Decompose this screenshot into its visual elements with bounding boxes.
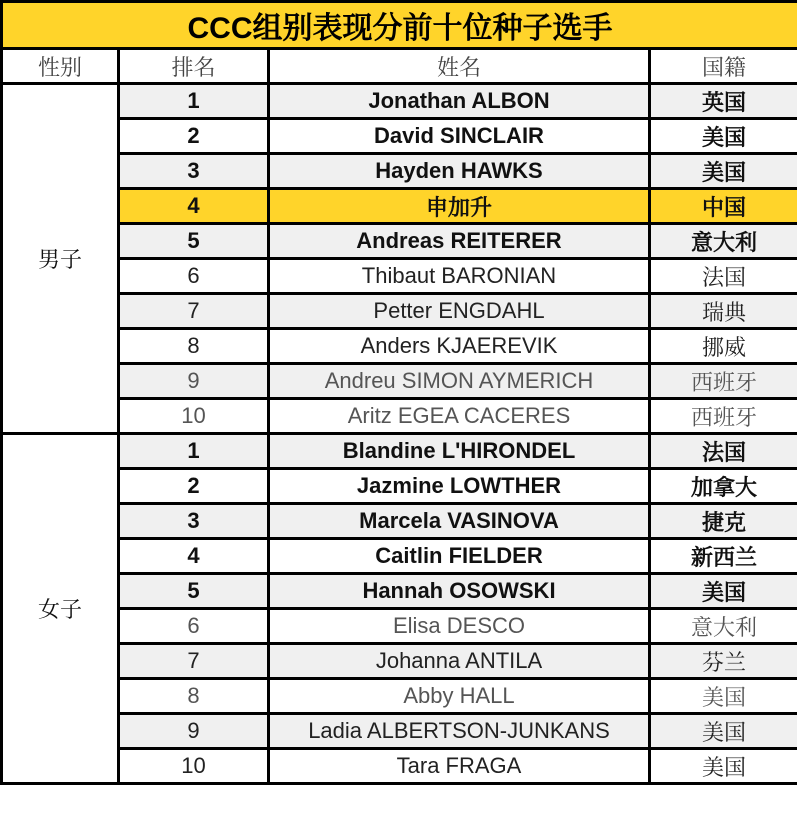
rank-cell: 9 (119, 364, 269, 399)
table-title: CCC组别表现分前十位种子选手 (2, 2, 797, 49)
table-row (2, 224, 797, 259)
header-gender: 性别 (2, 49, 119, 84)
rank-cell: 8 (119, 679, 269, 714)
table-row (2, 329, 797, 364)
name-cell: Abby HALL (269, 679, 650, 714)
table-row (2, 119, 797, 154)
nationality-cell: 瑞典 (650, 294, 797, 329)
nationality-cell: 西班牙 (650, 399, 797, 434)
table-row (2, 609, 797, 644)
nationality-cell: 美国 (650, 679, 797, 714)
name-cell: Andreu SIMON AYMERICH (269, 364, 650, 399)
table-row (2, 364, 797, 399)
gender-group-cell: 女子 (2, 434, 119, 784)
name-cell: Aritz EGEA CACERES (269, 399, 650, 434)
header-nationality: 国籍 (650, 49, 797, 84)
name-cell: Ladia ALBERTSON-JUNKANS (269, 714, 650, 749)
name-cell: David SINCLAIR (269, 119, 650, 154)
name-cell: Elisa DESCO (269, 609, 650, 644)
table-row (2, 574, 797, 609)
rank-cell: 1 (119, 84, 269, 119)
rank-cell: 3 (119, 504, 269, 539)
nationality-cell: 法国 (650, 434, 797, 469)
name-cell: Caitlin FIELDER (269, 539, 650, 574)
nationality-cell: 加拿大 (650, 469, 797, 504)
nationality-cell: 法国 (650, 259, 797, 294)
name-cell: Anders KJAEREVIK (269, 329, 650, 364)
rank-cell: 6 (119, 609, 269, 644)
nationality-cell: 美国 (650, 154, 797, 189)
name-cell: Jazmine LOWTHER (269, 469, 650, 504)
nationality-cell: 新西兰 (650, 539, 797, 574)
rank-cell: 6 (119, 259, 269, 294)
name-cell: 申加升 (269, 189, 650, 224)
rank-cell: 4 (119, 539, 269, 574)
table-row (2, 644, 797, 679)
name-cell: Hayden HAWKS (269, 154, 650, 189)
rank-cell: 5 (119, 574, 269, 609)
name-cell: Petter ENGDAHL (269, 294, 650, 329)
rank-cell: 2 (119, 119, 269, 154)
gender-group-cell: 男子 (2, 84, 119, 434)
nationality-cell: 美国 (650, 749, 797, 784)
name-cell: Blandine L'HIRONDEL (269, 434, 650, 469)
rank-cell: 2 (119, 469, 269, 504)
nationality-cell: 美国 (650, 714, 797, 749)
rank-cell: 10 (119, 399, 269, 434)
table-row (2, 539, 797, 574)
rank-cell: 8 (119, 329, 269, 364)
name-cell: Marcela VASINOVA (269, 504, 650, 539)
rank-cell: 1 (119, 434, 269, 469)
table-row (2, 434, 797, 469)
table-row (2, 154, 797, 189)
nationality-cell: 美国 (650, 574, 797, 609)
table-row (2, 399, 797, 434)
nationality-cell: 英国 (650, 84, 797, 119)
header-row (2, 49, 797, 84)
table-row (2, 679, 797, 714)
rank-cell: 10 (119, 749, 269, 784)
table-row (2, 294, 797, 329)
name-cell: Jonathan ALBON (269, 84, 650, 119)
nationality-cell: 西班牙 (650, 364, 797, 399)
name-cell: Thibaut BARONIAN (269, 259, 650, 294)
rank-cell: 7 (119, 644, 269, 679)
rank-cell: 3 (119, 154, 269, 189)
table-row (2, 714, 797, 749)
rank-cell: 9 (119, 714, 269, 749)
name-cell: Hannah OSOWSKI (269, 574, 650, 609)
nationality-cell: 中国 (650, 189, 797, 224)
table-row (2, 84, 797, 119)
name-cell: Tara FRAGA (269, 749, 650, 784)
name-cell: Andreas REITERER (269, 224, 650, 259)
header-name: 姓名 (269, 49, 650, 84)
table-row (2, 504, 797, 539)
table-row (2, 259, 797, 294)
nationality-cell: 美国 (650, 119, 797, 154)
header-rank: 排名 (119, 49, 269, 84)
nationality-cell: 意大利 (650, 609, 797, 644)
nationality-cell: 芬兰 (650, 644, 797, 679)
nationality-cell: 挪威 (650, 329, 797, 364)
rank-cell: 4 (119, 189, 269, 224)
table-row (2, 189, 797, 224)
nationality-cell: 意大利 (650, 224, 797, 259)
name-cell: Johanna ANTILA (269, 644, 650, 679)
nationality-cell: 捷克 (650, 504, 797, 539)
table-row (2, 469, 797, 504)
rank-cell: 7 (119, 294, 269, 329)
table-row (2, 749, 797, 784)
rank-cell: 5 (119, 224, 269, 259)
